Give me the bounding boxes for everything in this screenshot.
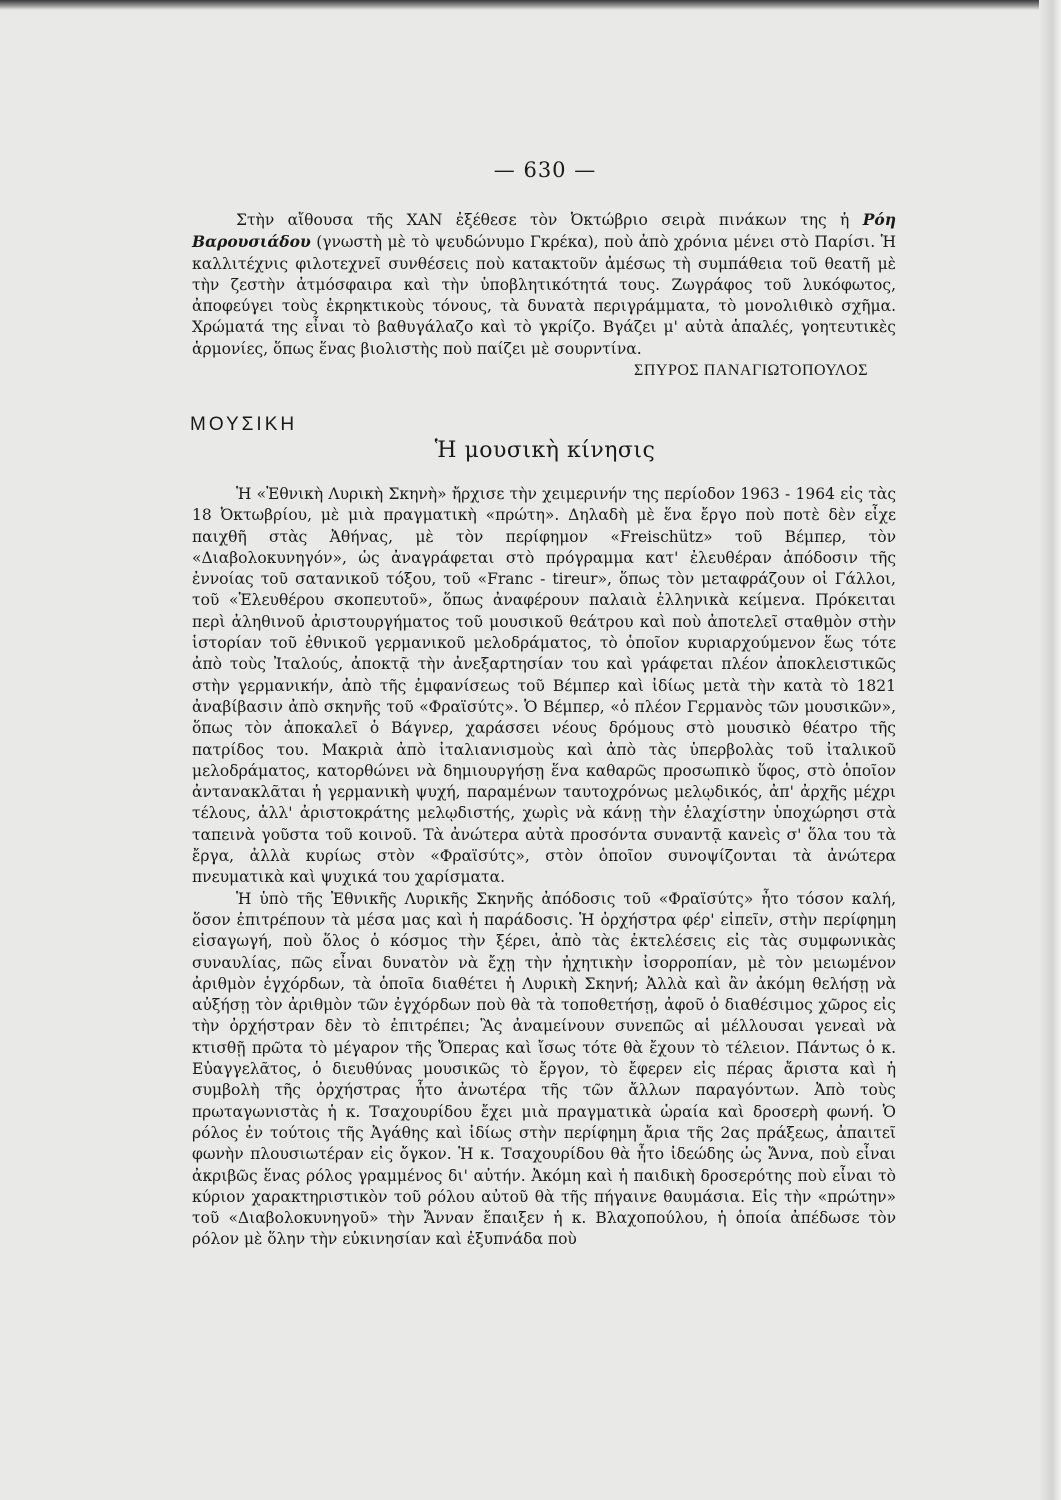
art-review-intro: Στὴν αἴθουσα τῆς ΧΑΝ ἐξέθεσε τὸν Ὀκτώβριο σειρὰ πινάκων της ἡ (236, 211, 850, 229)
article-paragraph: Ἡ ὑπὸ τῆς Ἐθνικῆς Λυρικῆς Σκηνῆς ἀπόδοσις τοῦ «Φραϊσύτς» ἦτο τόσον καλή, ὅσον ἐπιτρέπουν τὰ μέσα μας καὶ ἡ παράδοσις. Ἡ ὀρχήστρα φέρ' εἰπεῖν, στὴν περίφημη εἰσαγωγή, ποὺ ὅλος ὁ κόσμος τὴν ξέρει, ἀπὸ τὰς ἐκτελέσεις εἰς τὰς συμφωνικὰς συναυλίας, πῶς εἶναι δυνατὸν νὰ ἔχῃ τὴν ἠχητικὴν ἰσορροπίαν, μὲ τὸν μειωμένον ἀριθμὸν ἐγχόρδων, τὰ ὁποῖα διαθέτει ἡ Λυρικὴ Σκηνή; Ἀλλὰ καὶ ἂν ἀκόμη θελήσῃ νὰ αὐξήσῃ τὸν ἀριθμὸν τῶν ἐγχόρδων ποὺ θὰ τὰ τοποθετήσῃ, ἀφοῦ ὁ διαθέσιμος χῶρος εἰς τὴν ὀρχήστραν δὲν τὸ ἐπιτρέπει; Ἂς ἀναμείνουν συνεπῶς αἱ μέλλουσαι γενεαὶ νὰ κτισθῇ πρῶτα τὸ μέγαρον τῆς Ὄπερας καὶ ἴσως τότε θὰ ἔχουν τὸ τέλειον. Πάντως ὁ κ. Εὐαγγελᾶτος, ὁ διευθύνας μουσικῶς τὸ ἔργον, τὸ ἔφερεν εἰς πέρας ἄριστα καὶ ἡ συμβολὴ τῆς ὀρχήστρας ἦτο ἀνωτέρα τῆς τῶν ἄλλων παραγόντων. Ἀπὸ τοὺς πρωταγωνιστὰς ἡ κ. Τσαχουρίδου ἔχει μιὰ πραγματικὰ ὡραία καὶ δροσερὴ φωνή. Ὁ ρόλος ἐν τούτοις τῆς Ἀγάθης καὶ ἰδίως στὴν περίφημη ἄρια τῆς 2ας πράξεως, ἀπαιτεῖ φωνὴν πλουσιωτέραν εἰς ὄγκον. Ἡ κ. Τσαχουρίδου θὰ ἦτο ἰδεώδης ὡς Ἄννα, ποὺ εἶναι ἀκριβῶς ἕνας ρόλος γραμμένος δι' αὐτήν. Ἀκόμη καὶ ἡ παιδικὴ δροσερότης ποὺ εἶναι τὸ κύριον χαρακτηριστικὸν τοῦ ρόλου αὐτοῦ θὰ τῆς πήγαινε θαυμάσια. Εἰς τὴν «πρώτην» τοῦ «Διαβολοκυνηγοῦ» τὴν Ἄνναν ἔπαιξεν ἡ κ. Βλαχοπούλου, ἡ ὁποία ἀπέδωσε τὸν ρόλον μὲ ὅλην τὴν εὐκινησίαν καὶ ἐξυπνάδα ποὺ (192, 889, 896, 1249)
art-review-body: (γνωστὴ μὲ τὸ ψευδώνυμο Γκρέκα), ποὺ ἀπὸ χρόνια μένει στὸ Παρίσι. Ἡ καλλιτέχνις φιλοτεχνεῖ συνθέσεις ποὺ κατακτοῦν ἀμέσως τὴ συμπάθεια τοῦ θεατῆ μὲ τὴν ζεστὴν ἀτμόσφαιρα καὶ τὴν ὑποβλητικότητά τους. Ζωγράφος τοῦ λυκόφωτος, ἀποφεύγει τοὺς ἐκρηκτικοὺς τόνους, τὰ δυνατὰ περιγράμματα, τὸ μονολιθικὸ σχῆμα. Χρώματά της εἶναι τὸ βαθυγάλαζο καὶ τὸ γκρίζο. Βγάζει μ' αὐτὰ ἁπαλές, γοητευτικὲς ἁρμονίες, ὅπως ἕνας βιολιστὴς ποὺ παίζει μὲ σουρντίνα. (192, 233, 896, 358)
article-paragraph: Ἡ «Ἐθνικὴ Λυρικὴ Σκηνὴ» ἤρχισε τὴν χειμερινήν της περίοδον 1963 - 1964 εἰς τὰς 18 Ὀκτωβρίου, μὲ μιὰ πραγματικὴ «πρώτη». Δηλαδὴ μὲ ἕνα ἔργο ποὺ ποτὲ δὲν εἶχε παιχθῆ στὰς Ἀθήνας, μὲ τὸν περίφημον «Freischütz» τοῦ Βέμπερ, τὸν «Διαβολοκυνηγόν», ὡς ἀναγράφεται στὸ πρόγραμμα κατ' ἐλευθέραν ἀπόδοσιν τῆς ἐννοίας τοῦ σατανικοῦ τόξου, τοῦ «Franc - tireur», ὅπως τὸν μεταφράζουν οἱ Γάλλοι, τοῦ «Ἐλευθέρου σκοπευτοῦ», ὅπως ἀναφέρουν παλαιὰ ἑλληνικὰ κείμενα. Πρόκειται περὶ ἀληθινοῦ ἀριστουργήματος τοῦ μουσικοῦ θεάτρου καὶ ποὺ ἀποτελεῖ σταθμὸν στὴν ἱστορίαν τοῦ ἐθνικοῦ γερμανικοῦ μελοδράματος, τὸ ὁποῖον κυριαρχούμενον ἕως τότε ἀπὸ τοὺς Ἰταλούς, ἀποκτᾷ τὴν ἀνεξαρτησίαν του καὶ γράφεται πλέον ἀποκλειστικῶς στὴν γερμανικήν, ἀπὸ τῆς ἐμφανίσεως τοῦ Βέμπερ καὶ ἰδίως μετὰ τὴν κατὰ τὸ 1821 ἀναβίβασιν ἀπὸ σκηνῆς τοῦ «Φραϊσύτς». Ὁ Βέμπερ, «ὁ πλέον Γερμανὸς τῶν μουσικῶν», ὅπως τὸν ἀποκαλεῖ ὁ Βάγνερ, χαράσσει νέους δρόμους στὸ μουσικὸ θέατρο τῆς πατρίδος του. Μακριὰ ἀπὸ ἰταλιανισμοὺς καὶ ἀπὸ τὰς ὑπερβολὰς τοῦ ἰταλικοῦ μελοδράματος, κατορθώνει νὰ δημιουργήσῃ ἕνα καθαρῶς προσωπικὸ ὕφος, στὸ ὁποῖον ἀντανακλᾶται ἡ γερμανικὴ ψυχή, παραμένων ταυτοχρόνως μελῳδικός, ἀπ' ἀρχῆς μέχρι τέλους, ἀλλ' ἀριστοκράτης μελῳδιστής, χωρὶς νὰ κάνῃ τὴν ἐλαχίστην ὑποχώρησι στὰ ταπεινὰ γοῦστα τοῦ κοινοῦ. Τὰ ἀνώτερα αὐτὰ προσόντα συναντᾷ κανεὶς σ' ὅλα του τὰ ἔργα, ἀλλὰ κυρίως στὸν «Φραϊσύτς», στὸν ὁποῖον συνοψίζονται τὰ ἀνώτερα πνευματικὰ καὶ ψυχικά του χαρίσματα. (192, 485, 896, 887)
scan-top-edge (0, 0, 1061, 10)
author-signature: ΣΠΥΡΟΣ ΠΑΝΑΓΙΩΤΟΠΟΥΛΟΣ (634, 362, 868, 380)
scan-right-edge (1039, 0, 1061, 1500)
section-label: ΜΟΥΣΙΚΗ (190, 414, 298, 435)
article-title: Ἡ μουσικὴ κίνησις (434, 438, 656, 463)
music-article-body (192, 484, 896, 1251)
art-review-paragraph (192, 209, 896, 360)
page-number: — 630 — (493, 158, 597, 182)
art-review (192, 209, 896, 381)
artist-name: Ρόη Βαρουσιάδου (192, 210, 896, 252)
